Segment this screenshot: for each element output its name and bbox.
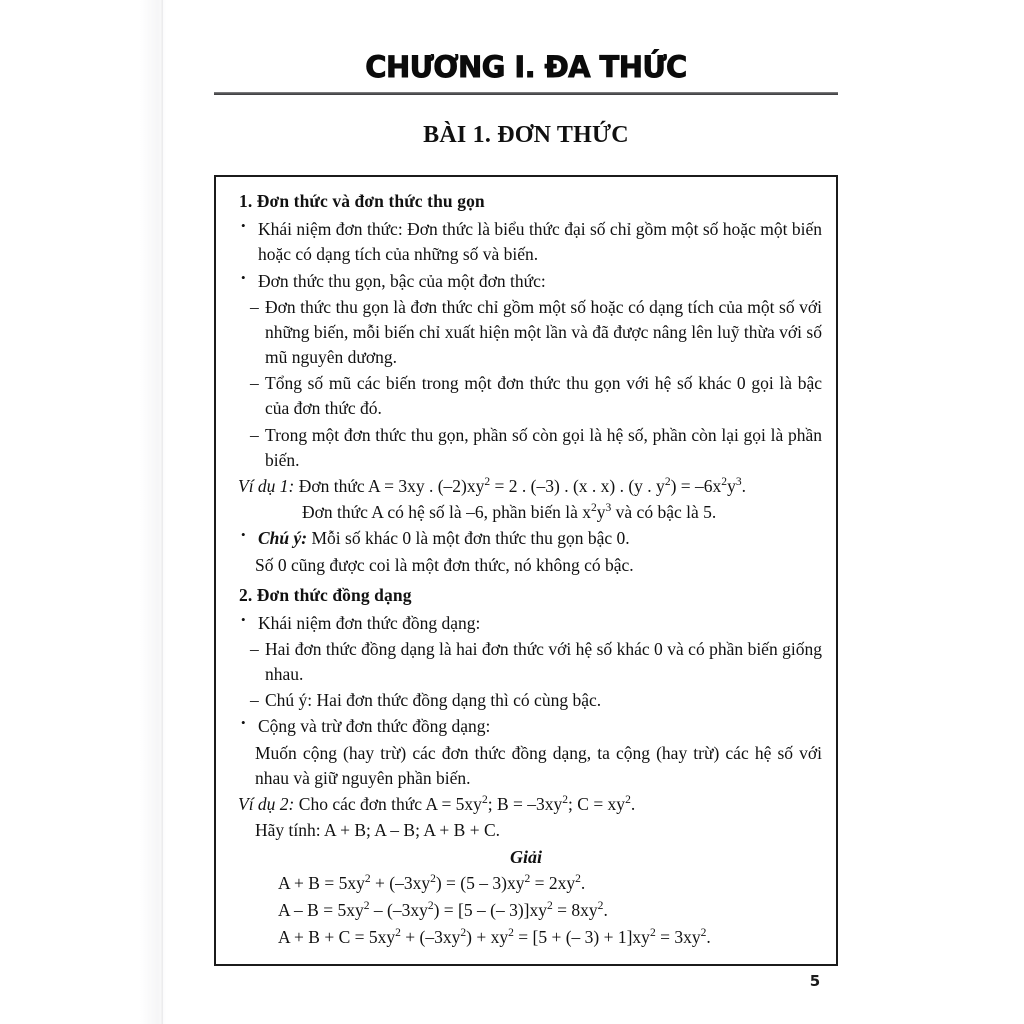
note-item [238, 526, 822, 551]
bullet-dot-icon: • [241, 218, 246, 234]
example-1-line-2 [302, 500, 822, 525]
example-1-text-b: = 2 . (–3) . (x . x) . (y . y [490, 476, 665, 497]
list-item-text: Chú ý: Hai đơn thức đồng dạng thì có cùng bậc. [265, 690, 602, 711]
note-text [258, 526, 822, 551]
chapter-title: CHƯƠNG I. ĐA THỨC [365, 50, 687, 84]
list-item-text: Trong một đơn thức thu gọn, phần số còn gọi là hệ số, phần còn lại gọi là phần biến. [265, 424, 822, 470]
example-2-line-2: Hãy tính: A + B; A – B; A + B + C. [255, 820, 501, 841]
eq3-p4: = [5 + (– 3) + 1]xy [513, 926, 650, 947]
eq1-s4: 2 [575, 873, 581, 886]
eq1-p5: . [580, 873, 586, 894]
eq1-p3: ) = (5 – 3)xy [435, 873, 525, 894]
eq2-p5: . [603, 899, 608, 920]
dash-icon: – [250, 296, 259, 317]
note-body: Mỗi số khác 0 là một đơn thức thu gọn bậc 0. [307, 528, 630, 549]
solution-equation-3 [278, 924, 822, 951]
bullet-dot-icon: • [241, 269, 246, 285]
example-2-sup-a: 2 [481, 794, 488, 807]
solution-equation-1 [278, 870, 822, 897]
list-item [238, 714, 822, 739]
example-2-text-d: . [630, 793, 636, 814]
example-2-text-a: Cho các đơn thức A = 5xy [294, 793, 482, 814]
eq1-p2: + (–3xy [370, 873, 431, 894]
example-2-sup-c: 2 [625, 794, 631, 807]
example-1-text-e: . [741, 476, 746, 497]
eq2-p1: A – B = 5xy [278, 899, 364, 920]
eq2-s2: 2 [427, 900, 434, 913]
example-2-label: Ví dụ 2: [238, 793, 295, 814]
example-1-label: Ví dụ 1: [238, 476, 295, 497]
example-2-text-b: ; B = –3xy [487, 793, 563, 814]
eq3-p2: + (–3xy [400, 926, 461, 947]
note-label: Chú ý: [258, 528, 308, 549]
page-content [214, 0, 838, 1024]
eq3-p3: ) + xy [466, 926, 509, 947]
lesson-title: BÀI 1. ĐƠN THỨC [423, 122, 629, 149]
eq3-s1: 2 [395, 926, 401, 939]
example-2-text-c: ; C = xy [568, 793, 626, 814]
bullet-dot-icon: • [241, 611, 246, 627]
list-item-text: Đơn thức thu gọn, bậc của một đơn thức: [258, 270, 546, 291]
list-item [250, 295, 822, 371]
list-item [250, 688, 822, 713]
eq2-s4: 2 [597, 900, 604, 913]
list-item [250, 423, 822, 473]
example-1-sup-d: 3 [735, 476, 742, 489]
example-1-line2-text-b: y [596, 502, 606, 523]
list-item-text: Cộng và trừ đơn thức đồng dạng: [258, 716, 491, 737]
dash-icon: – [250, 373, 259, 394]
book-gutter-line [161, 0, 163, 1024]
bullet-dot-icon: • [241, 715, 246, 731]
section-2-heading: 2. Đơn thức đồng dạng [239, 584, 412, 605]
eq2-p3: ) = [5 – (– 3)]xy [433, 899, 547, 920]
note-continuation: Số 0 cũng được coi là một đơn thức, nó không có bậc. [255, 554, 634, 575]
bullet-dot-icon: • [241, 527, 246, 543]
list-item-text: Tổng số mũ các biến trong một đơn thức thu gọn với hệ số khác 0 gọi là bậc của đơn thức đó. [265, 373, 822, 419]
eq1-p1: A + B = 5xy [278, 873, 365, 894]
dash-icon: – [250, 424, 259, 445]
example-1-line2-text-c: và có bậc là 5. [611, 502, 717, 523]
eq1-s1: 2 [364, 873, 371, 886]
example-1-line2-text-a: Đơn thức A có hệ số là –6, phần biến là x [302, 502, 591, 523]
list-item [250, 637, 822, 687]
example-2-sup-b: 2 [562, 794, 569, 807]
example-1-line2-sup-a: 2 [590, 502, 597, 515]
list-item-text: Đơn thức thu gọn là đơn thức chỉ gồm một số hoặc có dạng tích của một số với những biến, mỗi biến chỉ xuất hiện một lần và đã được nâng lên luỹ thừa với số mũ nguyên dương. [265, 296, 822, 368]
eq1-s2: 2 [430, 873, 436, 886]
list-item-text: Hai đơn thức đồng dạng là hai đơn thức với hệ số khác 0 và có phần biến giống nhau. [265, 638, 822, 684]
list-item-text: Khái niệm đơn thức: Đơn thức là biểu thức đại số chỉ gồm một số hoặc một biến hoặc có dạng tích của những số và biến. [258, 219, 822, 265]
list-item [250, 371, 822, 421]
eq3-s5: 2 [700, 926, 707, 939]
example-1-sup-b: 2 [664, 476, 671, 489]
example-1-sup-a: 2 [484, 476, 491, 489]
example-1-line2-sup-b: 3 [605, 502, 612, 515]
list-item [238, 611, 822, 636]
eq3-p1: A + B + C = 5xy [278, 926, 396, 947]
eq2-p2: – (–3xy [369, 899, 428, 920]
list-item [238, 269, 822, 294]
eq1-p4: = 2xy [530, 873, 576, 894]
eq2-s3: 2 [547, 900, 553, 913]
eq3-p6: . [706, 926, 711, 947]
eq1-s3: 2 [524, 873, 531, 886]
list-item-text: Khái niệm đơn thức đồng dạng: [258, 612, 481, 633]
example-1-text-c: ) = –6x [670, 476, 722, 497]
example-1-text-a: Đơn thức A = 3xy . (–2)xy [294, 476, 485, 497]
eq2-s1: 2 [363, 900, 370, 913]
section-1-heading: 1. Đơn thức và đơn thức thu gọn [239, 191, 485, 212]
addition-rule-text: Muốn cộng (hay trừ) các đơn thức đồng dạng, ta cộng (hay trừ) các hệ số với nhau và giữ nguyên phần biến. [255, 742, 822, 788]
page-number: 5 [809, 972, 821, 990]
eq3-p5: = 3xy [655, 926, 701, 947]
eq3-s3: 2 [508, 926, 514, 939]
dash-icon: – [250, 638, 259, 659]
solution-equation-2 [278, 897, 822, 924]
solution-heading: Giải [509, 847, 542, 868]
example-1-text-d: y [727, 476, 736, 497]
list-item [238, 217, 822, 267]
theory-box [214, 175, 838, 966]
dash-icon: – [250, 690, 259, 711]
example-2-line-1 [238, 792, 822, 817]
eq3-s4: 2 [649, 926, 656, 939]
eq3-s2: 2 [460, 926, 467, 939]
example-1-line-1 [238, 474, 822, 499]
example-1-sup-c: 2 [721, 476, 728, 489]
eq2-p4: = 8xy [552, 899, 598, 920]
